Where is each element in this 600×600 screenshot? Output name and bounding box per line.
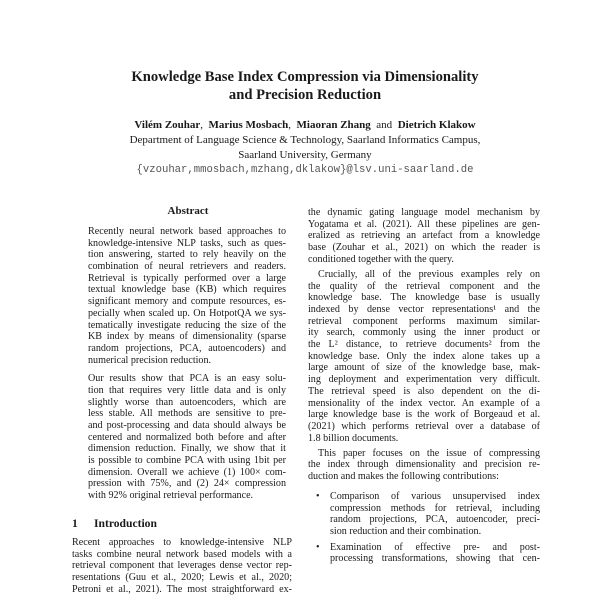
text-line: eralized as retrieving an artefact from a knowledge — [308, 230, 540, 242]
abstract-body — [88, 226, 286, 505]
title-line: Knowledge Base Index Compression via Dimensionality — [131, 69, 479, 85]
separator: , — [288, 119, 292, 131]
text-line: significant memory and compute resources, es- — [88, 296, 286, 308]
text-line: KB index by means of dimensionality (sparse — [88, 331, 286, 343]
text-line: combination of neural retrievers and readers. — [88, 261, 286, 273]
author-name: Dietrich Klakow — [397, 119, 476, 131]
text-line: knowledge base. The knowledge base is usually — [308, 292, 540, 304]
paragraph — [308, 207, 540, 265]
text-line: random projections, PCA, autoencoders) and — [88, 342, 286, 354]
text-line: less stable. All methods are sensitive to pre- — [88, 408, 286, 420]
text-line: knowledge-intensive NLP tasks, such as ques- — [88, 237, 286, 249]
bullet-icon: • — [316, 541, 320, 553]
section-number: 1 — [72, 517, 78, 530]
contribution-bullet — [314, 542, 540, 565]
paragraph — [88, 226, 286, 366]
text-line: indexed by dense vector representations¹ and the — [308, 304, 540, 315]
text-line: the dynamic gating language model mechanism by — [308, 207, 540, 218]
text-line: Recently neural network based approaches to — [88, 226, 286, 237]
text-line: processing transformations, showing that cen- — [330, 553, 540, 565]
right-column-body — [308, 207, 540, 569]
paragraph — [308, 269, 540, 444]
introduction-body — [72, 537, 292, 599]
separator: , — [200, 119, 204, 131]
text-line: random projections, PCA, autoencoder, preci- — [330, 514, 540, 526]
affiliation: Department of Language Science & Technology, Saarland Informatics Campus, — [129, 134, 481, 146]
author-names — [0, 118, 600, 133]
text-line: tasks combine neural network based models with a — [72, 548, 292, 560]
text-line: large amount of size of the knowledge base, mak- — [308, 362, 540, 374]
paragraph — [330, 491, 540, 538]
text-line: tion that requires very little data and is only — [88, 384, 286, 396]
text-line: Recent approaches to knowledge-intensive NLP — [72, 537, 292, 548]
text-line: sion reduction and their combination. — [330, 525, 482, 537]
text-line: duction and makes the following contributions: — [308, 471, 499, 483]
text-line: the quality of the retrieval component and the — [308, 280, 540, 292]
text-line: large knowledge base is the work of Borgeaud et al. — [308, 409, 540, 421]
title-line: and Precision Reduction — [228, 87, 382, 103]
text-line: This paper focuses on the issue of compressing — [318, 447, 540, 459]
text-line: and post-processing and data should always be — [88, 420, 286, 431]
author-block — [0, 118, 600, 178]
text-line: base (Zouhar et al., 2021) on which the reader is — [308, 242, 540, 254]
text-line: compression methods for retrieval, including — [330, 502, 540, 514]
paragraph — [330, 542, 540, 565]
text-line: retrieval component that leverages dense vector rep- — [72, 560, 292, 572]
text-line: centered and normalized both before and after — [88, 431, 286, 443]
text-line: retrieval component performs maximum similar- — [308, 315, 540, 327]
paper-title — [0, 68, 600, 104]
section-heading-introduction — [72, 517, 157, 530]
text-line: Comparison of various unsupervised index — [330, 490, 540, 502]
text-line: slightly worse than autoencoders, which are — [88, 396, 286, 408]
text-line: pecially when scaled up. On HotpotQA we sys- — [88, 307, 286, 319]
text-line: dimension. Overall we achieve (1) 100× com- — [88, 466, 286, 478]
author-name: Marius Mosbach — [208, 119, 289, 131]
author-name: Vilém Zouhar — [134, 119, 201, 131]
text-line: Retrieval is typically performed over a large — [88, 272, 286, 284]
text-line: numerical precision reduction. — [88, 354, 212, 366]
author-name: Miaoran Zhang — [296, 119, 371, 131]
author-emails: {vzouhar,mmosbach,mzhang,dklakow}@lsv.uni-saarland.de — [136, 164, 474, 176]
text-line: Our results show that PCA is an easy solu- — [88, 373, 286, 385]
text-line: knowledge base. Only the index alone takes up a — [308, 350, 540, 362]
text-line: (2021) which performs retrieval over a database of — [308, 420, 540, 432]
paragraph — [88, 373, 286, 502]
text-line: resentations (Guu et al., 2020; Lewis et al., 2020; — [72, 572, 292, 584]
text-line: pression with 75%, and (2) 24× compression — [88, 478, 286, 490]
text-line: The retrieval speed is also dependent on the di- — [308, 385, 540, 397]
section-title: Introduction — [94, 517, 157, 530]
text-line: ity search, commonly using the inner product or — [308, 327, 540, 339]
text-line: dimension reduction. Finally, we show that it — [88, 443, 286, 455]
separator: and — [376, 119, 393, 131]
text-line: textual knowledge base (KB) which requires — [88, 284, 286, 296]
text-line: tion answering, started to rely heavily on the — [88, 249, 286, 261]
text-line: Crucially, all of the previous examples rely on — [318, 268, 540, 280]
text-line: conditioned together with the query. — [308, 253, 454, 265]
text-line: Petroni et al., 2021). The most straightforward ex- — [72, 583, 292, 595]
contribution-bullet — [314, 491, 540, 538]
text-line: with 92% original retrieval performance. — [88, 490, 254, 502]
university: Saarland University, Germany — [238, 149, 372, 161]
text-line: the index through dimensionality and precision re- — [308, 459, 540, 471]
text-line: Yogatama et al. (2021). All these pipelines are gen- — [308, 218, 540, 230]
text-line: mensionality of the index vector. An example of a — [308, 397, 540, 409]
text-line: 1.8 billion documents. — [308, 432, 399, 444]
text-line: ing deployment and experimentation very difficult. — [308, 374, 540, 386]
text-line: is possible to combine PCA with using 1bit per — [88, 455, 286, 467]
paragraph — [72, 537, 292, 595]
text-line: the L² distance, to retrieve documents² from the — [308, 339, 540, 351]
text-line: Examination of effective pre- and post- — [330, 541, 540, 553]
text-line: tematically investigate reducing the size of the — [88, 319, 286, 331]
paragraph — [308, 448, 540, 483]
bullet-icon: • — [316, 490, 320, 502]
abstract-heading: Abstract — [167, 205, 209, 217]
